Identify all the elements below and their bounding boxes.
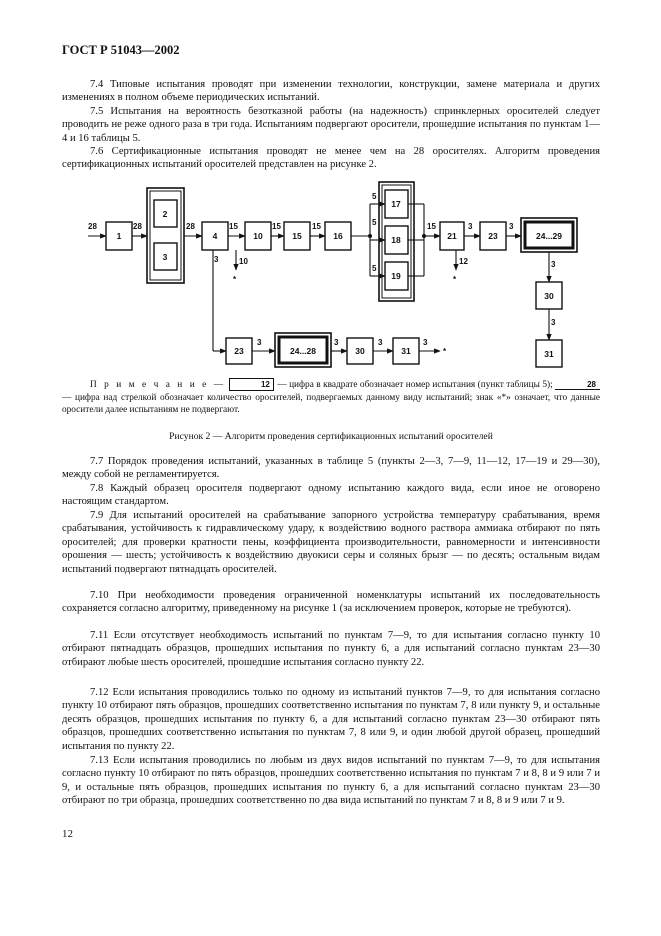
- label-box-24-28: 24...28: [290, 346, 316, 356]
- edge-label-4-10: 15: [229, 222, 238, 231]
- edge-label-4-left: 3: [214, 255, 219, 264]
- note-part-2: — цифра над стрелкой обозначает количество оросителей, подвергаемых данному виду испытаний; знак «*» означает, что данные оросители далее испытаниям не подвергают.: [62, 392, 600, 415]
- edge-label-31b: 3: [423, 338, 428, 347]
- paragraph-7-11: 7.11 Если отсутствует необходимость испытаний по пунктам 7—9, то для испытания согласно пункту 10 отбирают пятнадцать образцов, прошедших испытания по пункту 6, а для испытаний согласно пунктам 23—30 отбирают любые шесть оросителей, прошедшие испытания согласно пункту 22.: [62, 630, 600, 668]
- star-after-21: *: [453, 275, 457, 284]
- label-box-24-29: 24...29: [536, 231, 562, 241]
- note-part-1: — цифра в квадрате обозначает номер испытания (пункт таблицы 5);: [277, 380, 553, 390]
- edge-label-24-30: 3: [551, 260, 556, 269]
- label-box-2: 2: [162, 209, 168, 219]
- group-2-3-outer: [147, 188, 184, 283]
- label-box-4: 4: [212, 231, 218, 241]
- page-number: 12: [62, 828, 73, 840]
- note-lead: П р и м е ч а н и е —: [90, 380, 226, 390]
- paragraph-7-12: 7.12 Если испытания проводились только по одному из испытаний пунктов 7—9, то для испытания согласно пункту 10 отбирают пять образцов, прошедших соответственно испытания по пунктам 7, 8 или пункту 9, и остальные десять образцов, прошедших испытания по пункту 6, а для испытаний согласно пунктам 23—30 отбирают пять образцов, прошедших соответственно испытания по пунктам 7, 8 или 9, и один любой другой образец, прошедший испытания по пункту 22.: [62, 687, 600, 752]
- edge-label-input: 28: [88, 222, 97, 231]
- label-box-21: 21: [447, 231, 457, 241]
- note-box-sample: 12: [229, 378, 274, 391]
- label-box-17: 17: [391, 199, 401, 209]
- star-after-4: *: [233, 275, 237, 284]
- edge-label-1-2: 28: [133, 222, 142, 231]
- edge-label-30b: 3: [378, 338, 383, 347]
- edge-label-21-23: 3: [468, 222, 473, 231]
- edge-label-3-4: 28: [186, 222, 195, 231]
- edge-label-15-16: 15: [312, 222, 321, 231]
- label-box-19: 19: [391, 271, 401, 281]
- edge-label-18: 5: [372, 218, 377, 227]
- algorithm-diagram: [0, 0, 661, 380]
- document-header: ГОСТ Р 51043—2002: [62, 43, 180, 57]
- star-after-31-bottom: *: [443, 347, 447, 356]
- label-box-31-right: 31: [544, 349, 554, 359]
- label-box-16: 16: [333, 231, 343, 241]
- edge-label-17: 5: [372, 192, 377, 201]
- label-box-3: 3: [162, 252, 168, 262]
- paragraph-7-8: 7.8 Каждый образец оросителя подвергают одному испытанию каждого вида, если иное не оговорено настоящим стандартом.: [62, 483, 600, 508]
- edge-label-4-down: 10: [239, 257, 248, 266]
- label-box-30-bottom: 30: [355, 346, 365, 356]
- paragraph-7-9: 7.9 Для испытаний оросителей на срабатывание запорного устройства температуру срабатывания, время срабатывания, устойчивость к гидравлическому удару, к воздействию водного раствора аммиака отбирают по пять оросителей; для проверки кратности пены, коэффициента производительности, равномерности и интенсивности орошения — шесть; устойчивость к воздействию двуокиси серы и соляных брызг — по десять; остальным видам испытаний подвергают пятнадцать оросителей.: [62, 510, 600, 575]
- edge-label-23-24: 3: [509, 222, 514, 231]
- edge-label-19: 5: [372, 264, 377, 273]
- paragraph-7-10: 7.10 При необходимости проведения ограниченной номенклатуры испытаний их последовательность сохраняется согласно алгоритму, приведенному на рисунке 1 (за исключением проверок, которые не требуются).: [62, 590, 600, 615]
- paragraph-7-4: 7.4 Типовые испытания проводят при изменении технологии, конструкции, замене материала и других изменениях в полном объеме периодических испытаний.: [62, 79, 600, 104]
- edge-label-24b: 3: [334, 338, 339, 347]
- label-box-30-right: 30: [544, 291, 554, 301]
- label-box-15: 15: [292, 231, 302, 241]
- edge-label-par-21: 15: [427, 222, 436, 231]
- paragraph-7-6: 7.6 Сертификационные испытания проводят не менее чем на 28 оросителях. Алгоритм проведения сертификационных испытаний оросителей представлен на рисунке 2.: [62, 146, 600, 171]
- edge-label-21-down: 12: [459, 257, 468, 266]
- label-box-23-top: 23: [488, 231, 498, 241]
- edge-label-30-31: 3: [551, 318, 556, 327]
- figure-note: [62, 378, 600, 417]
- label-box-31-bottom: 31: [401, 346, 411, 356]
- note-arrow-sample: 28: [555, 380, 600, 390]
- figure-caption: Рисунок 2 — Алгоритм проведения сертификационных испытаний оросителей: [169, 431, 493, 442]
- label-box-1: 1: [116, 231, 122, 241]
- edge-label-10-15: 15: [272, 222, 281, 231]
- label-box-10: 10: [253, 231, 263, 241]
- paragraph-7-7: 7.7 Порядок проведения испытаний, указанных в таблице 5 (пункты 2—3, 7—9, 11—12, 17—19 и 29—30), между собой не регламентируется.: [62, 456, 600, 481]
- paragraph-7-5: 7.5 Испытания на вероятность безотказной работы (на надежность) спринклерных оросителей следует проводить не реже одного раза в три года. Испытаниям подвергают оросители, прошедшие испытания по пунктам 1—4 и 16 таблицы 5.: [62, 106, 600, 144]
- edge-label-23b: 3: [257, 338, 262, 347]
- label-box-23-bottom: 23: [234, 346, 244, 356]
- paragraph-7-13: 7.13 Если испытания проводились по любым из двух видов испытаний по пунктам 7—9, то для испытания согласно пункту 10 отбирают по пять образцов, прошедших соответственно испытания по пунктам 7 и 8, 8 и 9 или 7 и 9, и остальные пять образцов, прошедших испытания по пункту 6, а для испытаний согласно пунктам 23—30 отбирают по три образца, прошедших соответственно по два вида испытаний по пунктам 7 и 8, 8 и 9 или 7 и 9.: [62, 755, 600, 807]
- label-box-18: 18: [391, 235, 401, 245]
